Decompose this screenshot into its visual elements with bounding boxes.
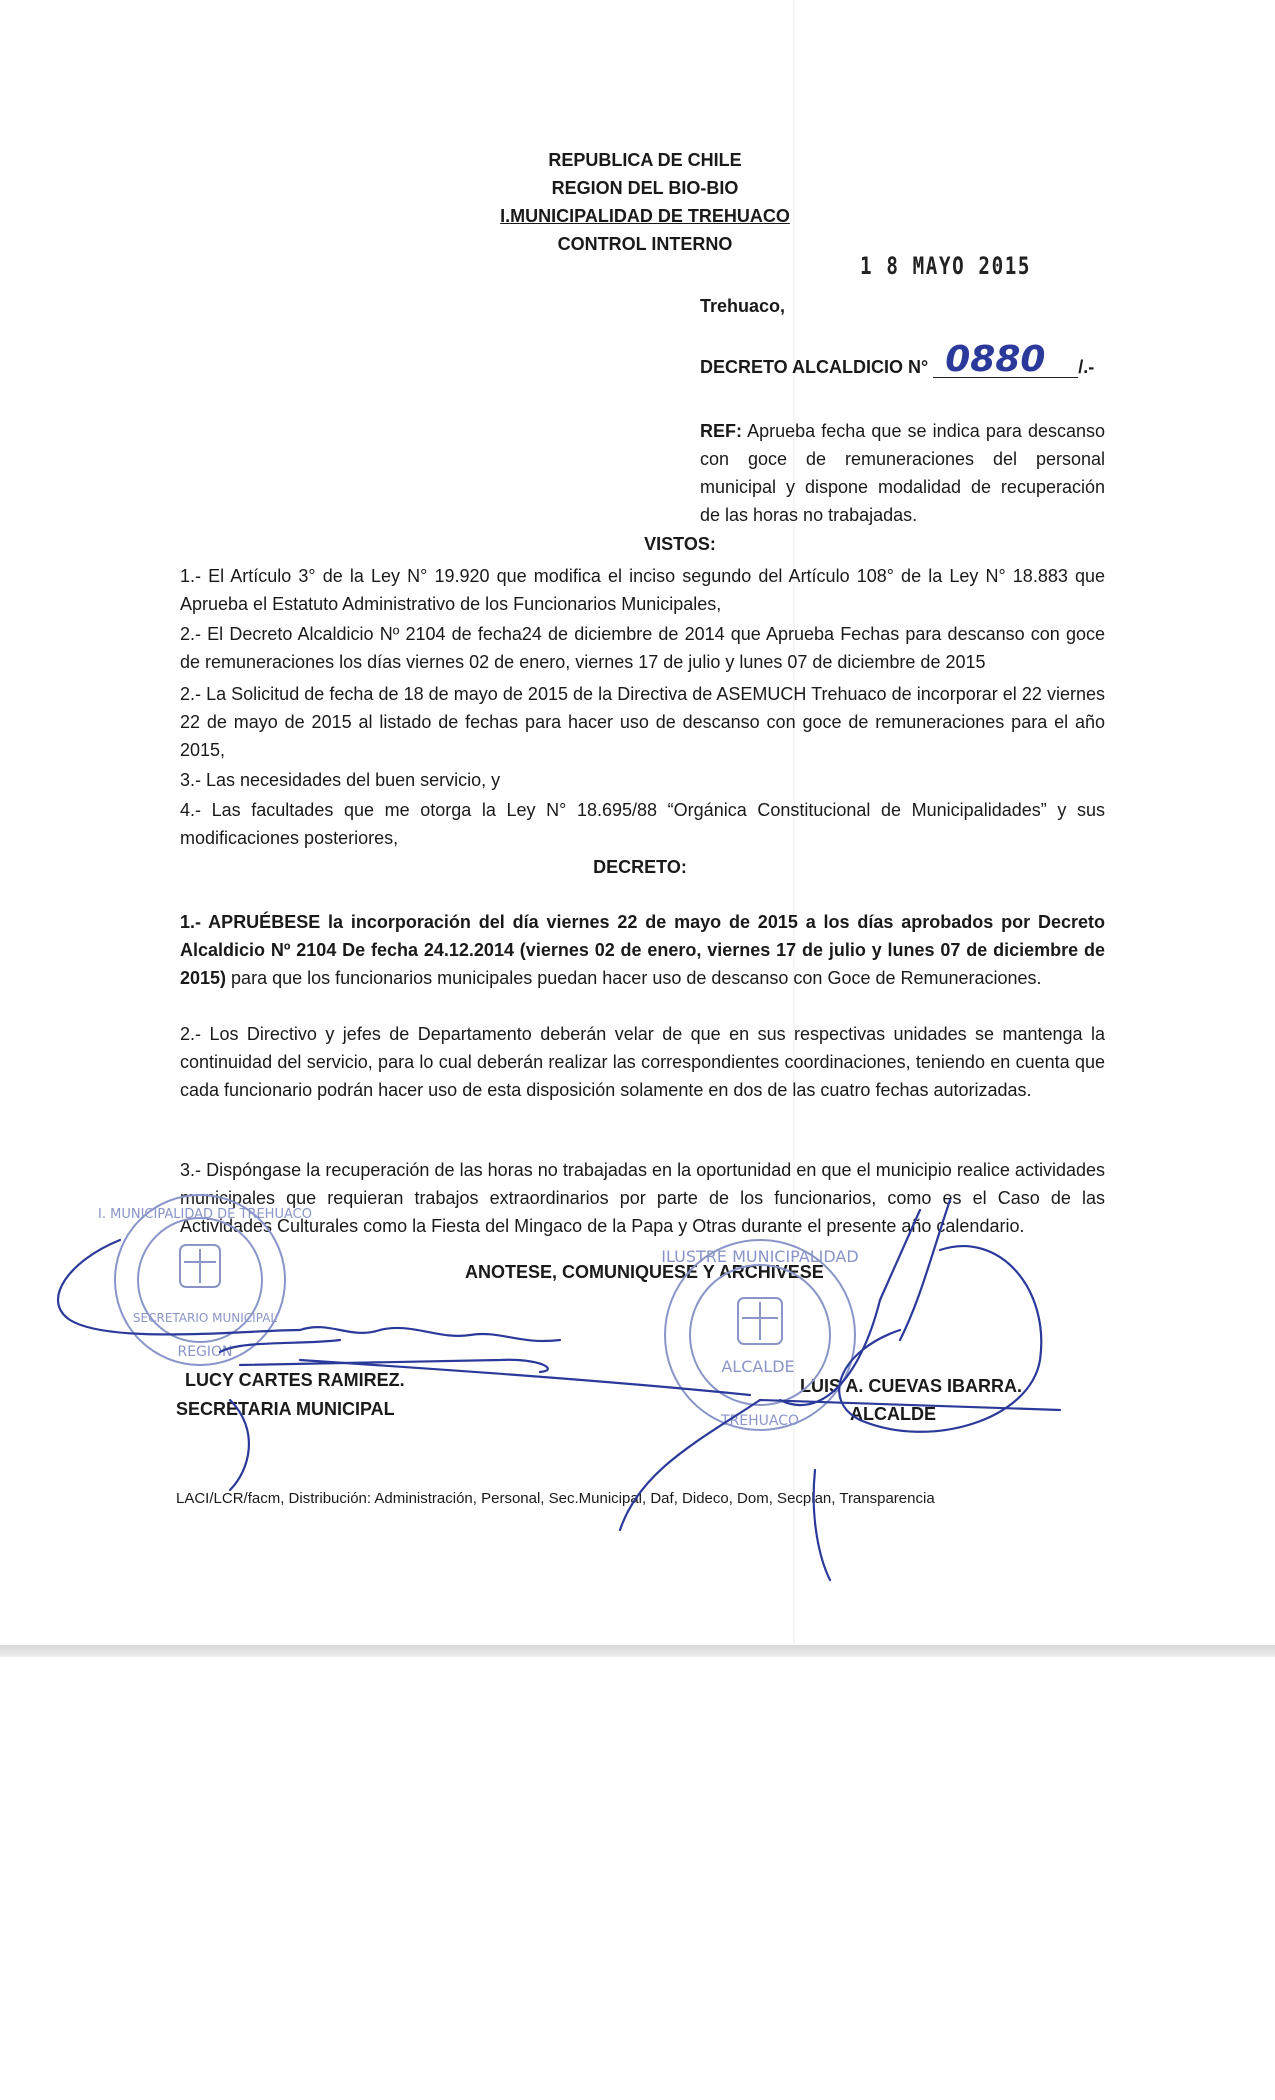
header-department: CONTROL INTERNO — [557, 234, 733, 254]
right-seal-ring: ILUSTRE MUNICIPALIDAD — [661, 1247, 859, 1266]
left-signature — [58, 1240, 560, 1490]
article-2: 2.- Los Directivo y jefes de Departamento deberán velar de que en sus respectivas unidades se mantenga la continuidad del servicio, para lo cual deberán realizar las correspondientes coordinaciones, teniendo en cuenta que cada funcionario podrán hacer uso de esta disposición solamente en dos de las cuatro fechas autorizadas. — [180, 1024, 1105, 1100]
visto-5: 4.- Las facultades que me otorga la Ley N° 18.695/88 “Orgánica Constitucional de Municipalidades” y sus modificaciones posteriores, — [180, 800, 1105, 848]
place-label: Trehuaco, — [700, 296, 786, 316]
header-region: REGION DEL BIO-BIO — [551, 178, 739, 198]
closing-formula: ANOTESE, COMUNIQUESE Y ARCHIVESE — [465, 1262, 824, 1282]
header-municipality: I.MUNICIPALIDAD DE TREHUACO — [500, 206, 790, 226]
article-3: 3.- Dispóngase la recuperación de las horas no trabajadas en la oportunidad en que el municipio realice actividades municipales que requieran trabajos extraordinarios por parte de los funcionarios, como es el Caso de las Actividades Culturales como la Fiesta del Mingaco de la Papa y Otras durante el presente año calendario. — [180, 1160, 1105, 1236]
left-seal-ring: I. MUNICIPALIDAD DE TREHUACO — [98, 1207, 312, 1222]
left-seal-center: SECRETARIO MUNICIPAL — [132, 1311, 278, 1325]
decree-suffix: /.- — [1078, 357, 1095, 377]
signer-right-title: ALCALDE — [850, 1404, 936, 1424]
signer-right-name: LUIS A. CUEVAS IBARRA. — [800, 1376, 1023, 1396]
signer-left-name: LUCY CARTES RAMIREZ. — [185, 1370, 405, 1390]
decree-label: DECRETO ALCALDICIO N° — [700, 357, 929, 377]
ref-label: REF: — [700, 421, 742, 441]
visto-3: 2.- La Solicitud de fecha de 18 de mayo de 2015 de la Directiva de ASEMUCH Trehuaco de incorporar el 22 viernes 22 de mayo de 2015 al listado de fechas para hacer uso de descanso con goce de remuneraciones para el año 2015, — [180, 684, 1105, 760]
left-seal-bottom: REGION — [177, 1344, 233, 1360]
right-seal-bottom: TREHUACO — [720, 1413, 800, 1429]
visto-4: 3.- Las necesidades del buen servicio, y — [180, 770, 501, 790]
right-seal-center: ALCALDE — [721, 1357, 795, 1376]
article-1-bold: 1.- APRUÉBESE la incorporación del día viernes 22 de mayo de 2015 a los días aprobados por Decreto Alcaldicio Nº 2104 De fecha 24.12.2014 (viernes 02 de enero, viernes 17 de julio y lunes 07 de diciembre de 2015) — [180, 912, 1105, 988]
vistos-title: VISTOS: — [644, 534, 716, 554]
visto-1: 1.- El Artículo 3° de la Ley N° 19.920 que modifica el inciso segundo del Artículo 108° de la Ley N° 18.883 que Aprueba el Estatuto Administrativo de los Funcionarios Municipales, — [180, 566, 1105, 614]
decreto-title: DECRETO: — [593, 857, 687, 877]
ref-text: Aprueba fecha que se indica para descanso con goce de remuneraciones del personal municipal y dispone modalidad de recuperación de las horas no trabajadas. — [700, 421, 1106, 525]
decree-number-handwritten: 0880 — [945, 339, 1046, 380]
signer-left-title: SECRETARIA MUNICIPAL — [176, 1399, 395, 1419]
header-country: REPUBLICA DE CHILE — [548, 150, 742, 170]
distribution-list: LACI/LCR/facm, Distribución: Administración, Personal, Sec.Municipal, Daf, Dideco, Dom, Secplan, Transparencia — [176, 1490, 935, 1507]
visto-2: 2.- El Decreto Alcaldicio Nº 2104 de fecha24 de diciembre de 2014 que Aprueba Fechas para descanso con goce de remuneraciones los días viernes 02 de enero, viernes 17 de julio y lunes 07 de diciembre de 2015 — [180, 624, 1105, 672]
date-stamp: 1 8 MAYO 2015 — [860, 252, 1032, 280]
article-1-rest: para que los funcionarios municipales puedan hacer uso de descanso con Goce de Remuneraciones. — [226, 968, 1042, 988]
